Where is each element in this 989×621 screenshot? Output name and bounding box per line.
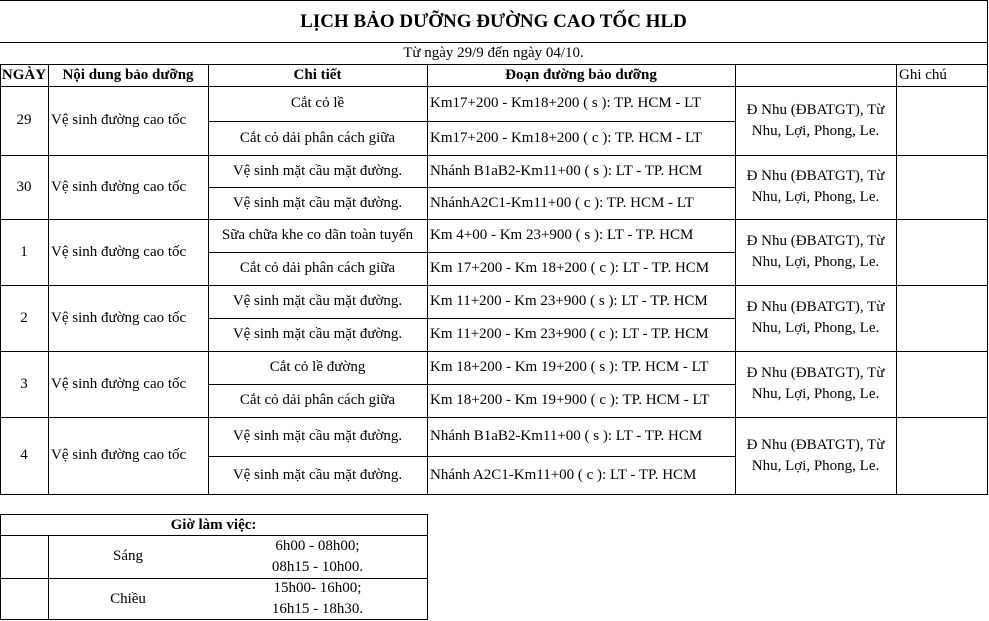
day-number: 29 xyxy=(16,112,32,128)
detail-cell: Cắt cỏ dải phân cách giữa xyxy=(239,392,396,408)
segment-cell: Km 18+200 - Km 19+900 ( c ): TP. HCM - LT xyxy=(430,392,710,408)
segment-cell: Nhánh B1aB2-Km11+00 ( s ): LT - TP. HCM xyxy=(430,162,703,179)
header-staff xyxy=(735,64,896,86)
staff-cell xyxy=(735,86,896,155)
staff-line: Nhu, Lợi, Phong, Le. xyxy=(751,254,880,270)
segment-cell: Nhánh A2C1-Km11+00 ( c ): LT - TP. HCM xyxy=(430,466,697,483)
staff-line: Nhu, Lợi, Phong, Le. xyxy=(751,457,880,474)
maintenance-content: Vệ sinh đường cao tốc xyxy=(51,243,187,260)
segment-cell: Km 18+200 - Km 19+200 ( s ): TP. HCM - LT xyxy=(430,359,709,375)
detail-cell: Vệ sinh mặt cầu mặt đường. xyxy=(232,466,403,483)
page-title: LỊCH BẢO DƯỠNG ĐƯỜNG CAO TỐC HLD xyxy=(300,11,687,32)
day-number: 2 xyxy=(20,309,28,326)
maintenance-content: Vệ sinh đường cao tốc xyxy=(51,178,187,195)
detail-cell: Vệ sinh mặt cầu mặt đường. xyxy=(232,293,403,309)
maintenance-content: Vệ sinh đường cao tốc xyxy=(51,375,187,392)
staff-line: Đ Nhu (ĐBATGT), Từ xyxy=(746,101,885,118)
maintenance-content: Vệ sinh đường cao tốc xyxy=(51,309,187,326)
staff-cell xyxy=(735,417,896,494)
hours-afternoon-label: Chiều xyxy=(110,590,146,607)
header-segment: Đoạn đường bảo dưỡng xyxy=(505,66,657,83)
detail-cell: Cắt cỏ lề xyxy=(290,95,345,111)
detail-cell: Vệ sinh mặt cầu mặt đường. xyxy=(232,326,403,342)
detail-cell: Cắt cỏ lề đường xyxy=(269,359,366,375)
detail-cell: Cắt cỏ dải phân cách giữa xyxy=(239,129,396,146)
detail-cell: Vệ sinh mặt cầu mặt đường. xyxy=(232,162,403,179)
segment-cell: Km17+200 - Km18+200 ( s ): TP. HCM - LT xyxy=(430,95,702,111)
note-cell xyxy=(896,219,987,285)
staff-cell xyxy=(735,219,896,285)
note-cell xyxy=(896,417,987,494)
hours-line: 15h00- 16h00; xyxy=(273,580,362,596)
detail-cell: Cắt cỏ dải phân cách giữa xyxy=(239,260,396,276)
header-content: Nội dung bảo dưỡng xyxy=(62,66,194,83)
detail-cell: Vệ sinh mặt cầu mặt đường. xyxy=(232,428,403,444)
date-range: Từ ngày 29/9 đến ngày 04/10. xyxy=(403,44,584,61)
segment-cell: Km 11+200 - Km 23+900 ( c ): LT - TP. HCM xyxy=(430,326,709,342)
hours-line: 08h15 - 10h00. xyxy=(271,558,364,575)
staff-line: Đ Nhu (ĐBATGT), Từ xyxy=(746,365,885,381)
header-day: NGÀY xyxy=(1,66,47,83)
header-detail: Chi tiết xyxy=(293,66,342,83)
segment-cell: Km17+200 - Km18+200 ( c ): TP. HCM - LT xyxy=(430,129,702,146)
staff-line: Nhu, Lợi, Phong, Le. xyxy=(751,189,880,205)
staff-line: Đ Nhu (ĐBATGT), Từ xyxy=(746,233,885,249)
note-cell xyxy=(896,86,987,155)
hours-title: Giờ làm việc: xyxy=(170,516,257,533)
hours-afternoon-times xyxy=(208,578,427,620)
segment-cell: Km 4+00 - Km 23+900 ( s ): LT - TP. HCM xyxy=(430,227,694,243)
detail-cell: Sữa chữa khe co dãn toàn tuyến xyxy=(221,227,414,243)
staff-line: Nhu, Lợi, Phong, Le. xyxy=(751,320,880,336)
header-note: Ghi chú xyxy=(899,66,947,83)
note-cell xyxy=(896,285,987,351)
day-number: 3 xyxy=(20,375,28,392)
staff-cell xyxy=(735,285,896,351)
hours-morning-times xyxy=(208,535,427,578)
segment-cell: NhánhA2C1-Km11+00 ( c ): TP. HCM - LT xyxy=(430,194,694,211)
staff-cell xyxy=(735,351,896,417)
staff-line: Nhu, Lợi, Phong, Le. xyxy=(751,122,880,139)
hours-morning-label: Sáng xyxy=(113,548,143,564)
staff-line: Đ Nhu (ĐBATGT), Từ xyxy=(746,436,885,453)
segment-cell: Nhánh B1aB2-Km11+00 ( s ): LT - TP. HCM xyxy=(430,428,703,444)
detail-cell: Vệ sinh mặt cầu mặt đường. xyxy=(232,194,403,211)
maintenance-content: Vệ sinh đường cao tốc xyxy=(51,112,187,128)
staff-line: Nhu, Lợi, Phong, Le. xyxy=(751,386,880,402)
maintenance-content: Vệ sinh đường cao tốc xyxy=(51,447,187,463)
staff-line: Đ Nhu (ĐBATGT), Từ xyxy=(746,168,885,184)
segment-cell: Km 17+200 - Km 18+200 ( c ): LT - TP. HCM xyxy=(430,260,710,276)
day-number: 30 xyxy=(16,178,32,195)
staff-line: Đ Nhu (ĐBATGT), Từ xyxy=(746,299,885,315)
segment-cell: Km 11+200 - Km 23+900 ( s ): LT - TP. HCM xyxy=(430,293,708,309)
note-cell xyxy=(896,155,987,219)
hours-line: 6h00 - 08h00; xyxy=(275,537,360,554)
staff-cell xyxy=(735,155,896,219)
hours-line: 16h15 - 18h30. xyxy=(271,601,364,617)
note-cell xyxy=(896,351,987,417)
day-number: 1 xyxy=(20,243,28,260)
day-number: 4 xyxy=(20,447,28,463)
